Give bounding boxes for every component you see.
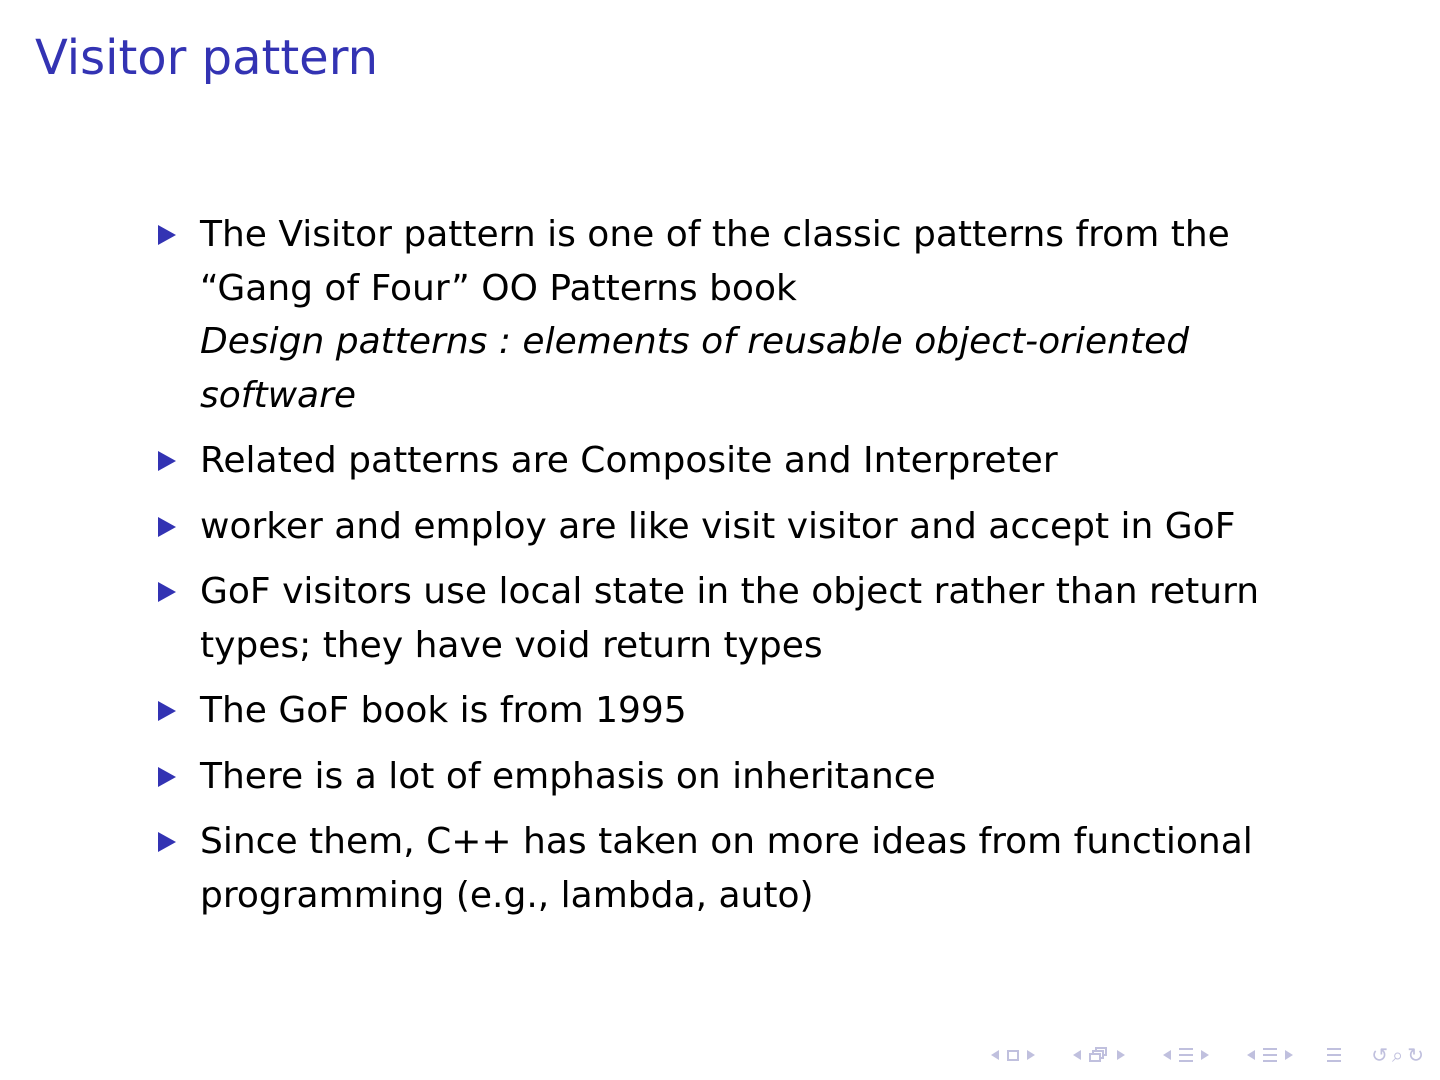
bullet-triangle-icon [158,582,176,602]
nav-next-slide-icon[interactable] [1027,1050,1035,1060]
bullet-triangle-icon [158,767,176,787]
bullet-line: Since them, C++ has taken on more ideas from functional [200,821,1253,862]
nav-frame-group [1067,1047,1131,1063]
bullet-triangle-icon [158,832,176,852]
bullet-line: worker and employ are like visit visitor and accept in GoF [200,505,1236,547]
bullet-line: The Visitor pattern is one of the classic patterns from the [200,214,1230,255]
book-title-line: Design patterns : elements of reusable object-oriented [200,321,1190,362]
nav-prev-slide-icon[interactable] [991,1050,999,1060]
nav-back-icon[interactable]: ↺ [1371,1043,1389,1067]
nav-document-group [1325,1048,1343,1062]
nav-prev-subsection-icon[interactable] [1163,1050,1171,1060]
bullet-line: “Gang of Four” OO Patterns book [200,267,797,309]
bullet-item [155,815,1315,922]
nav-next-frame-icon[interactable] [1117,1050,1125,1060]
bullet-line: GoF visitors use local state in the object rather than return [200,571,1260,612]
bullet-line: The GoF book is from 1995 [200,690,687,731]
bullet-line: types; they have void return types [200,624,823,666]
nav-subsection-group [1157,1048,1215,1062]
nav-subsection-icon[interactable] [1179,1048,1193,1062]
bullet-triangle-icon [158,517,176,537]
bullet-item [155,684,1315,738]
bullet-list [155,208,1315,934]
beamer-navigation-bar [985,1042,1426,1068]
book-title-line: software [200,374,357,416]
bullet-item [155,565,1315,672]
nav-forward-icon[interactable]: ↻ [1407,1043,1424,1067]
nav-next-section-icon[interactable] [1285,1050,1293,1060]
nav-section-group [1241,1048,1299,1062]
bullet-item [155,208,1315,422]
nav-prev-frame-icon[interactable] [1073,1050,1081,1060]
bullet-triangle-icon [158,225,176,245]
slide-title: Visitor pattern [35,30,379,86]
bullet-triangle-icon [158,451,176,471]
bullet-item [155,434,1315,488]
nav-section-icon[interactable] [1263,1048,1277,1062]
nav-next-subsection-icon[interactable] [1201,1050,1209,1060]
nav-slide-icon[interactable] [1007,1050,1019,1061]
bullet-line: Related patterns are Composite and Interpreter [200,440,1058,481]
nav-prev-section-icon[interactable] [1247,1050,1255,1060]
bullet-triangle-icon [158,701,176,721]
nav-frame-icon[interactable] [1089,1047,1109,1063]
nav-slide-group [985,1050,1041,1061]
bullet-item [155,750,1315,804]
bullet-line: There is a lot of emphasis on inheritance [200,755,936,797]
bullet-line: programming (e.g., lambda, auto) [200,874,814,916]
nav-search-icon[interactable]: ⌕ [1392,1043,1404,1067]
bullet-item [155,500,1315,554]
nav-search-group [1369,1045,1426,1065]
nav-document-icon[interactable] [1327,1048,1341,1062]
